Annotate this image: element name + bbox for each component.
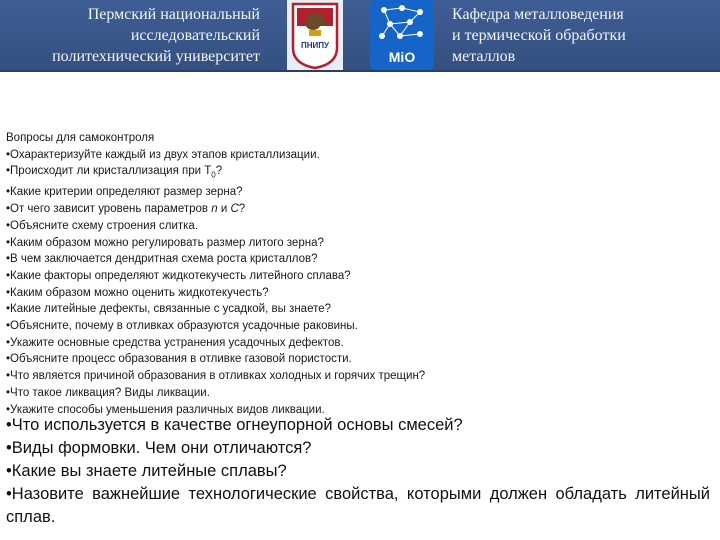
question-item: •Какие литейные дефекты, связанные с усадкой, вы знаете? <box>6 303 332 316</box>
university-name-line: исследовательский <box>130 27 260 44</box>
question-item: •Какие факторы определяют жидкотекучесть литейного сплава? <box>6 269 351 282</box>
question-item: •Каким образом можно регулировать размер литого зерна? <box>6 236 324 249</box>
header-bar <box>0 0 720 72</box>
question-item: •Каким образом можно оценить жидкотекучесть? <box>6 286 269 299</box>
question-item: •Укажите основные средства устранения усадочных дефектов. <box>6 336 344 349</box>
mio-logo-text: МiO <box>388 49 416 65</box>
mio-logo <box>370 0 434 70</box>
question-item: •Укажите способы уменьшения различных видов ликвации. <box>6 403 325 416</box>
book-icon <box>309 30 321 36</box>
question-item: •Объясните схему строения слитка. <box>6 219 199 232</box>
key-question-item: •Назовите важнейшие технологические свойства, которыми должен обладать литейный сплав. <box>6 485 710 526</box>
question-item: •Что является причиной образования в отливках холодных и горячих трещин? <box>6 370 426 383</box>
pnipu-logo-text: ПНИПУ <box>300 41 330 50</box>
question-item: •Объясните процесс образования в отливке газовой пористости. <box>6 353 352 366</box>
question-item: •Охарактеризуйте каждый из двух этапов кристаллизации. <box>6 148 320 161</box>
question-item: •От чего зависит уровень параметров n и C? <box>6 203 246 216</box>
department-name-line: и термической обработки <box>452 27 626 44</box>
university-name <box>20 4 260 67</box>
self-check-questions <box>6 130 712 418</box>
section-title: Вопросы для самоконтроля <box>6 132 155 144</box>
question-item: •Объясните, почему в отливках образуются усадочные раковины. <box>6 320 358 333</box>
key-questions <box>6 414 710 529</box>
question-item: •Происходит ли кристаллизация при $T_0$? <box>6 165 223 180</box>
key-question-item: •Виды формовки. Чем они отличаются? <box>6 439 312 457</box>
question-item: •Какие критерии определяют размер зерна? <box>6 186 243 199</box>
key-question-item: •Какие вы знаете литейные сплавы? <box>6 462 287 480</box>
department-name-line: Кафедра металловедения <box>452 6 624 23</box>
question-item: •Что такое ликвация? Виды ликвации. <box>6 386 210 399</box>
department-name-line: металлов <box>452 48 516 65</box>
pnipu-logo <box>285 0 345 70</box>
university-name-line: Пермский национальный <box>87 6 260 23</box>
department-name <box>452 4 712 67</box>
key-question-item: •Что используется в качестве огнеупорной основы смесей? <box>6 416 463 434</box>
university-name-line: политехнический университет <box>52 48 260 65</box>
question-item: •В чем заключается дендритная схема роста кристаллов? <box>6 253 318 266</box>
